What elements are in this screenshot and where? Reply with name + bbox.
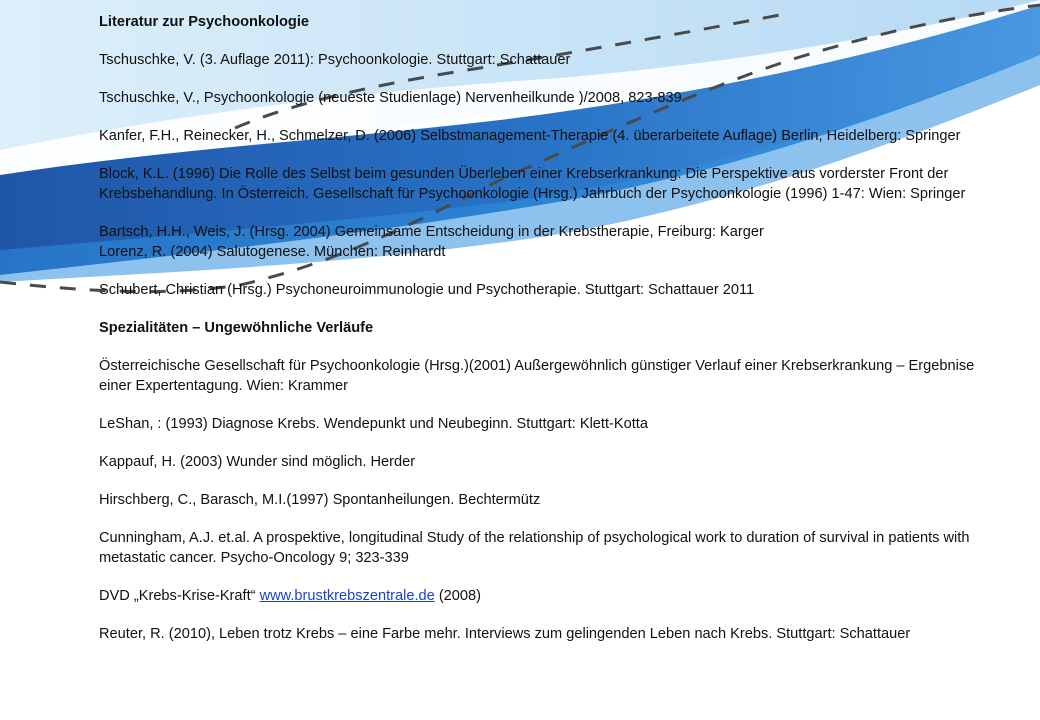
dvd-reference-entry [99,586,979,606]
reference-entry: Schubert, Christian (Hrsg.) Psychoneuroimmunologie und Psychotherapie. Stuttgart: Schattauer 2011 [99,282,755,298]
reference-entry: Bartsch, H.H., Weis, J. (Hrsg. 2004) Gemeinsame Entscheidung in der Krebstherapie, Freiburg: Karger [99,224,764,240]
reference-entry: Österreichische Gesellschaft für Psychoonkologie (Hrsg.)(2001) Außergewöhnlich günstiger Verlauf einer Krebserkrankung – Ergebnise einer Expertentagung. Wien: Krammer [99,358,975,394]
dvd-title-text: DVD „Krebs-Krise-Kraft“ [99,588,260,604]
reference-entry: Cunningham, A.J. et.al. A prospektive, longitudinal Study of the relationship of psychological work to duration of survival in patients with metastatic cancer. Psycho-Oncology 9; 323-339 [99,530,970,566]
brustkrebszentrale-link[interactable]: www.brustkrebszentrale.de [259,588,435,604]
section-heading-special-cases: Spezialitäten – Ungewöhnliche Verläufe [99,320,374,336]
reference-entry: Kappauf, H. (2003) Wunder sind möglich. Herder [99,454,416,470]
reference-entry: Lorenz, R. (2004) Salutogenese. München: Reinhardt [99,244,446,260]
section-heading-literature: Literatur zur Psychoonkologie [99,14,310,30]
reference-entry: LeShan, : (1993) Diagnose Krebs. Wendepunkt und Neubeginn. Stuttgart: Klett-Kotta [99,416,648,432]
reference-entry: Tschuschke, V. (3. Auflage 2011): Psychoonkologie. Stuttgart: Schattauer [99,52,571,68]
reference-entry: Hirschberg, C., Barasch, M.I.(1997) Spontanheilungen. Bechtermütz [99,492,541,508]
reference-entry: Reuter, R. (2010), Leben trotz Krebs – eine Farbe mehr. Interviews zum gelingenden Leben nach Krebs. Stuttgart: Schattauer [99,626,911,642]
reference-entry: Block, K.L. (1996) Die Rolle des Selbst beim gesunden Überleben einer Krebserkrankung: Die Perspektive aus vorderster Front der Krebsbehandlung. In Österreich. Gesellschaft für Psychoonkologie (Hrsg.) Jahrbuch der Psychoonkologie (1996) 1-47: Wien: Springer [99,166,966,202]
reference-entry: Kanfer, F.H., Reinecker, H., Schmelzer, D. (2006) Selbstmanagement-Therapie (4. überarbeitete Auflage) Berlin, Heidelberg: Springer [99,128,961,144]
reference-list-slide [99,12,979,644]
dvd-year-text: (2008) [434,588,482,604]
reference-entry: Tschuschke, V., Psychoonkologie (neueste Studienlage) Nervenheilkunde )/2008, 823-839 [99,90,682,106]
